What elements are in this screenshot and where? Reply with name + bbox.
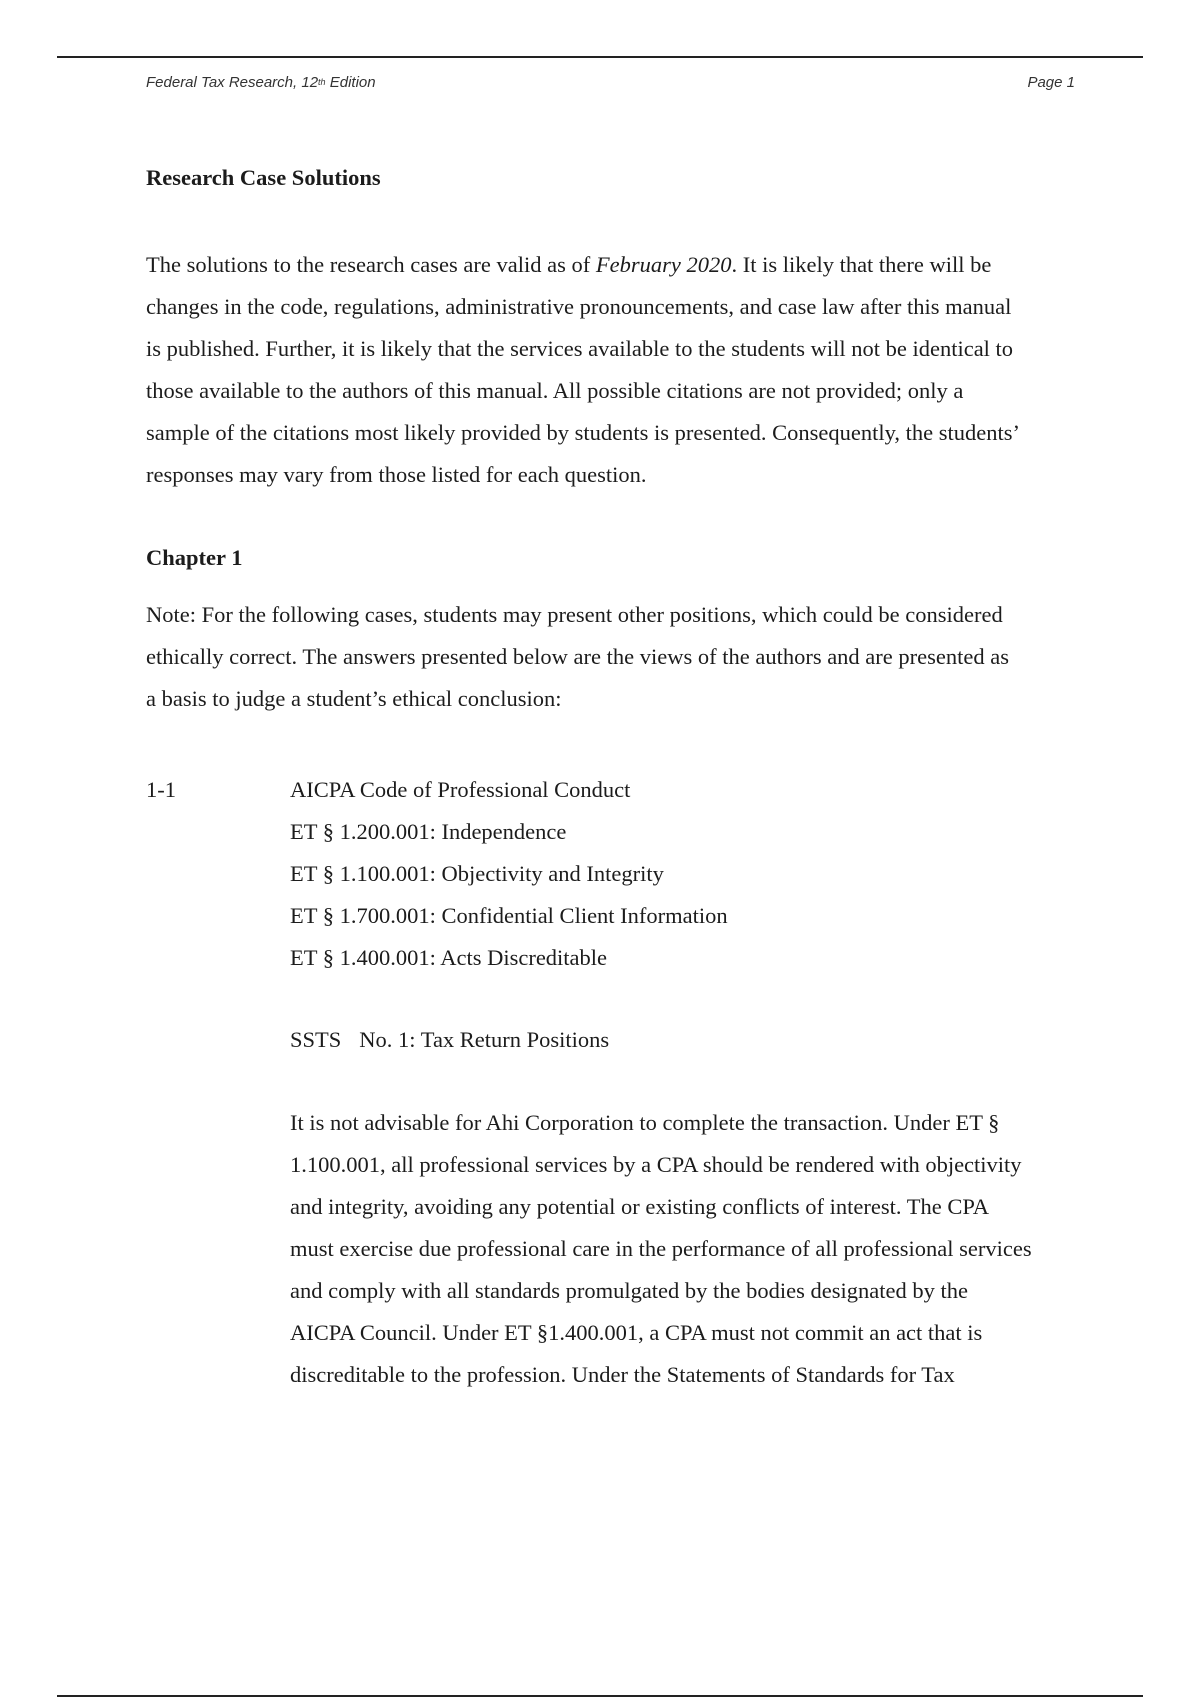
valid-date: February 2020 <box>595 252 732 277</box>
ssts-label: SSTS <box>290 1027 342 1052</box>
case-number: 1-1 <box>146 777 176 802</box>
answer-line: AICPA Council. Under ET §1.400.001, a CPA must not commit an act that is <box>290 1320 983 1345</box>
intro-line: those available to the authors of this manual. All possible citations are not provided; only a <box>146 378 964 403</box>
page-header <box>146 74 1075 94</box>
reference-item: ET § 1.200.001: Independence <box>290 819 567 844</box>
ssts-text: No. 1: Tax Return Positions <box>359 1027 610 1052</box>
answer-line: and integrity, avoiding any potential or existing conflicts of interest. The CPA <box>290 1194 990 1219</box>
answer-paragraph <box>290 1102 1090 1396</box>
intro-paragraph <box>146 244 1086 496</box>
answer-line: and comply with all standards promulgated by the bodies designated by the <box>290 1278 968 1303</box>
intro-line: responses may vary from those listed for each question. <box>146 462 647 487</box>
intro-line: changes in the code, regulations, administrative pronouncements, and case law after this manual <box>146 294 1012 319</box>
answer-line: must exercise due professional care in the performance of all professional services <box>290 1236 1032 1261</box>
footer-rule <box>57 1695 1143 1697</box>
intro-line: sample of the citations most likely provided by students is presented. Consequently, the students’ <box>146 420 1021 445</box>
chapter-heading: Chapter 1 <box>146 545 243 570</box>
note-paragraph <box>146 594 1086 720</box>
case-references <box>290 769 728 979</box>
ssts-reference <box>290 1019 609 1061</box>
book-title: Federal Tax Research, 12th Edition <box>146 74 376 91</box>
answer-line: discreditable to the profession. Under the Statements of Standards for Tax <box>290 1362 955 1387</box>
reference-item: ET § 1.700.001: Confidential Client Information <box>290 903 728 928</box>
page-number: Page 1 <box>1027 74 1075 91</box>
note-line: a basis to judge a student’s ethical conclusion: <box>146 686 562 711</box>
note-line: ethically correct. The answers presented below are the views of the authors and are presented as <box>146 644 1009 669</box>
answer-line: It is not advisable for Ahi Corporation to complete the transaction. Under ET § <box>290 1110 1000 1135</box>
intro-line: The solutions to the research cases are valid as of February 2020. It is likely that there will be <box>146 252 992 277</box>
page-title: Research Case Solutions <box>146 165 381 190</box>
header-rule <box>57 56 1143 58</box>
note-line: Note: For the following cases, students may present other positions, which could be considered <box>146 602 1003 627</box>
edition-superscript: th <box>318 77 326 87</box>
reference-item: ET § 1.100.001: Objectivity and Integrity <box>290 861 664 886</box>
intro-line: is published. Further, it is likely that the services available to the students will not be identical to <box>146 336 1014 361</box>
reference-item: AICPA Code of Professional Conduct <box>290 777 631 802</box>
answer-line: 1.100.001, all professional services by a CPA should be rendered with objectivity <box>290 1152 1022 1177</box>
reference-item: ET § 1.400.001: Acts Discreditable <box>290 945 608 970</box>
